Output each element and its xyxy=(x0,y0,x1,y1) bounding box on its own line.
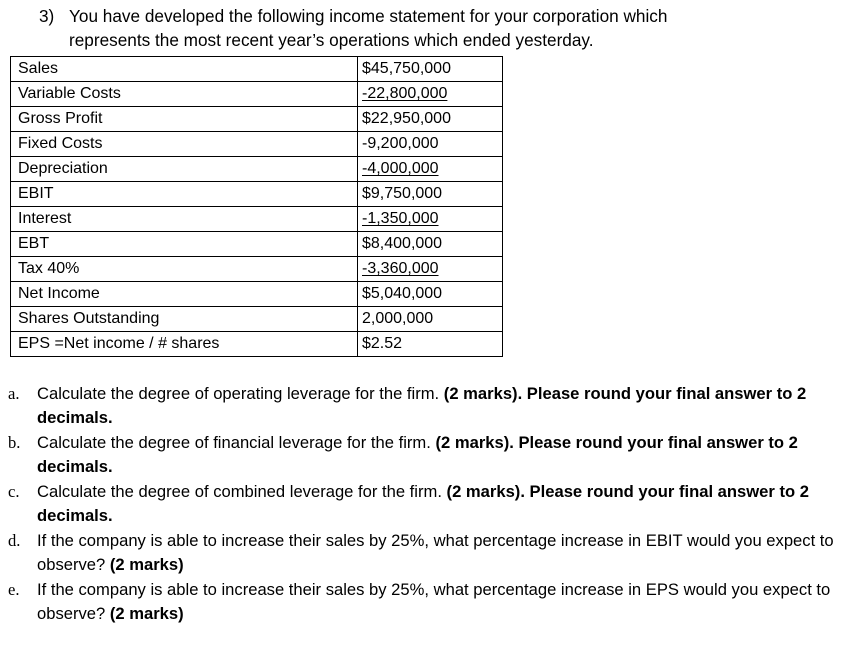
part-question: Calculate the degree of combined leverage for the firm. xyxy=(37,482,447,501)
row-value-text: 2,000,000 xyxy=(362,310,434,327)
row-value xyxy=(358,57,503,82)
part-question: If the company is able to increase their sales by 25%, what percentage increase in EPS would you expect to observe? xyxy=(37,580,831,623)
row-label: Depreciation xyxy=(11,157,358,182)
row-value-text: -3,360,000 xyxy=(362,260,439,277)
table-row xyxy=(11,332,503,357)
part-text xyxy=(37,529,837,577)
table-row xyxy=(11,307,503,332)
part-letter: d. xyxy=(8,531,21,550)
table-row xyxy=(11,82,503,107)
row-value xyxy=(358,332,503,357)
row-value-text: -22,800,000 xyxy=(362,85,448,102)
part-marks: (2 marks). Please round your final answer to 2 decimals. xyxy=(37,384,807,427)
row-value xyxy=(358,107,503,132)
row-label: Shares Outstanding xyxy=(11,307,358,332)
part-text xyxy=(37,480,837,528)
row-value xyxy=(358,207,503,232)
row-value-text: $8,400,000 xyxy=(362,235,443,252)
row-value-text: -1,350,000 xyxy=(362,210,439,227)
row-label: Tax 40% xyxy=(11,257,358,282)
part-marks: (2 marks) xyxy=(109,555,184,574)
question-text-line2: represents the most recent year’s operations which ended yesterday. xyxy=(69,30,594,50)
row-value xyxy=(358,232,503,257)
row-value-text: -9,200,000 xyxy=(362,135,439,152)
part-marks: (2 marks). Please round your final answer to 2 decimals. xyxy=(37,433,798,476)
part-question: Calculate the degree of financial leverage for the firm. xyxy=(37,433,436,452)
row-value-text: $45,750,000 xyxy=(362,60,451,77)
part-marks: (2 marks) xyxy=(109,604,184,623)
table-row xyxy=(11,282,503,307)
row-label: EBIT xyxy=(11,182,358,207)
row-label: Interest xyxy=(11,207,358,232)
table-row xyxy=(11,157,503,182)
row-label: Fixed Costs xyxy=(11,132,358,157)
row-value xyxy=(358,182,503,207)
row-label: Net Income xyxy=(11,282,358,307)
row-value xyxy=(358,282,503,307)
row-value-text: $2.52 xyxy=(362,335,403,352)
row-value-text: $9,750,000 xyxy=(362,185,443,202)
row-label: Sales xyxy=(11,57,358,82)
row-label: Variable Costs xyxy=(11,82,358,107)
part-text xyxy=(37,382,837,430)
part-letter: e. xyxy=(8,580,20,599)
row-label: Gross Profit xyxy=(11,107,358,132)
part-letter: a. xyxy=(8,384,20,403)
row-value xyxy=(358,132,503,157)
table-row xyxy=(11,132,503,157)
table-row xyxy=(11,232,503,257)
table-row xyxy=(11,257,503,282)
part-text xyxy=(37,431,837,479)
question-number: 3) xyxy=(39,6,55,26)
row-value xyxy=(358,82,503,107)
table-row xyxy=(11,107,503,132)
table-row xyxy=(11,57,503,82)
question-text-line1: You have developed the following income statement for your corporation which xyxy=(69,6,668,26)
row-value xyxy=(358,157,503,182)
table-row xyxy=(11,182,503,207)
part-question: Calculate the degree of operating leverage for the firm. xyxy=(37,384,444,403)
income-statement-table xyxy=(10,56,503,357)
part-question: If the company is able to increase their sales by 25%, what percentage increase in EBIT would you expect to observe? xyxy=(37,531,834,574)
row-label: EPS =Net income / # shares xyxy=(11,332,358,357)
row-value-text: -4,000,000 xyxy=(362,160,439,177)
table-row xyxy=(11,207,503,232)
part-text xyxy=(37,578,837,626)
part-letter: c. xyxy=(8,482,20,501)
row-value-text: $5,040,000 xyxy=(362,285,443,302)
row-label: EBT xyxy=(11,232,358,257)
row-value xyxy=(358,257,503,282)
part-marks: (2 marks). Please round your final answer to 2 decimals. xyxy=(37,482,809,525)
part-letter: b. xyxy=(8,433,21,452)
row-value xyxy=(358,307,503,332)
row-value-text: $22,950,000 xyxy=(362,110,451,127)
